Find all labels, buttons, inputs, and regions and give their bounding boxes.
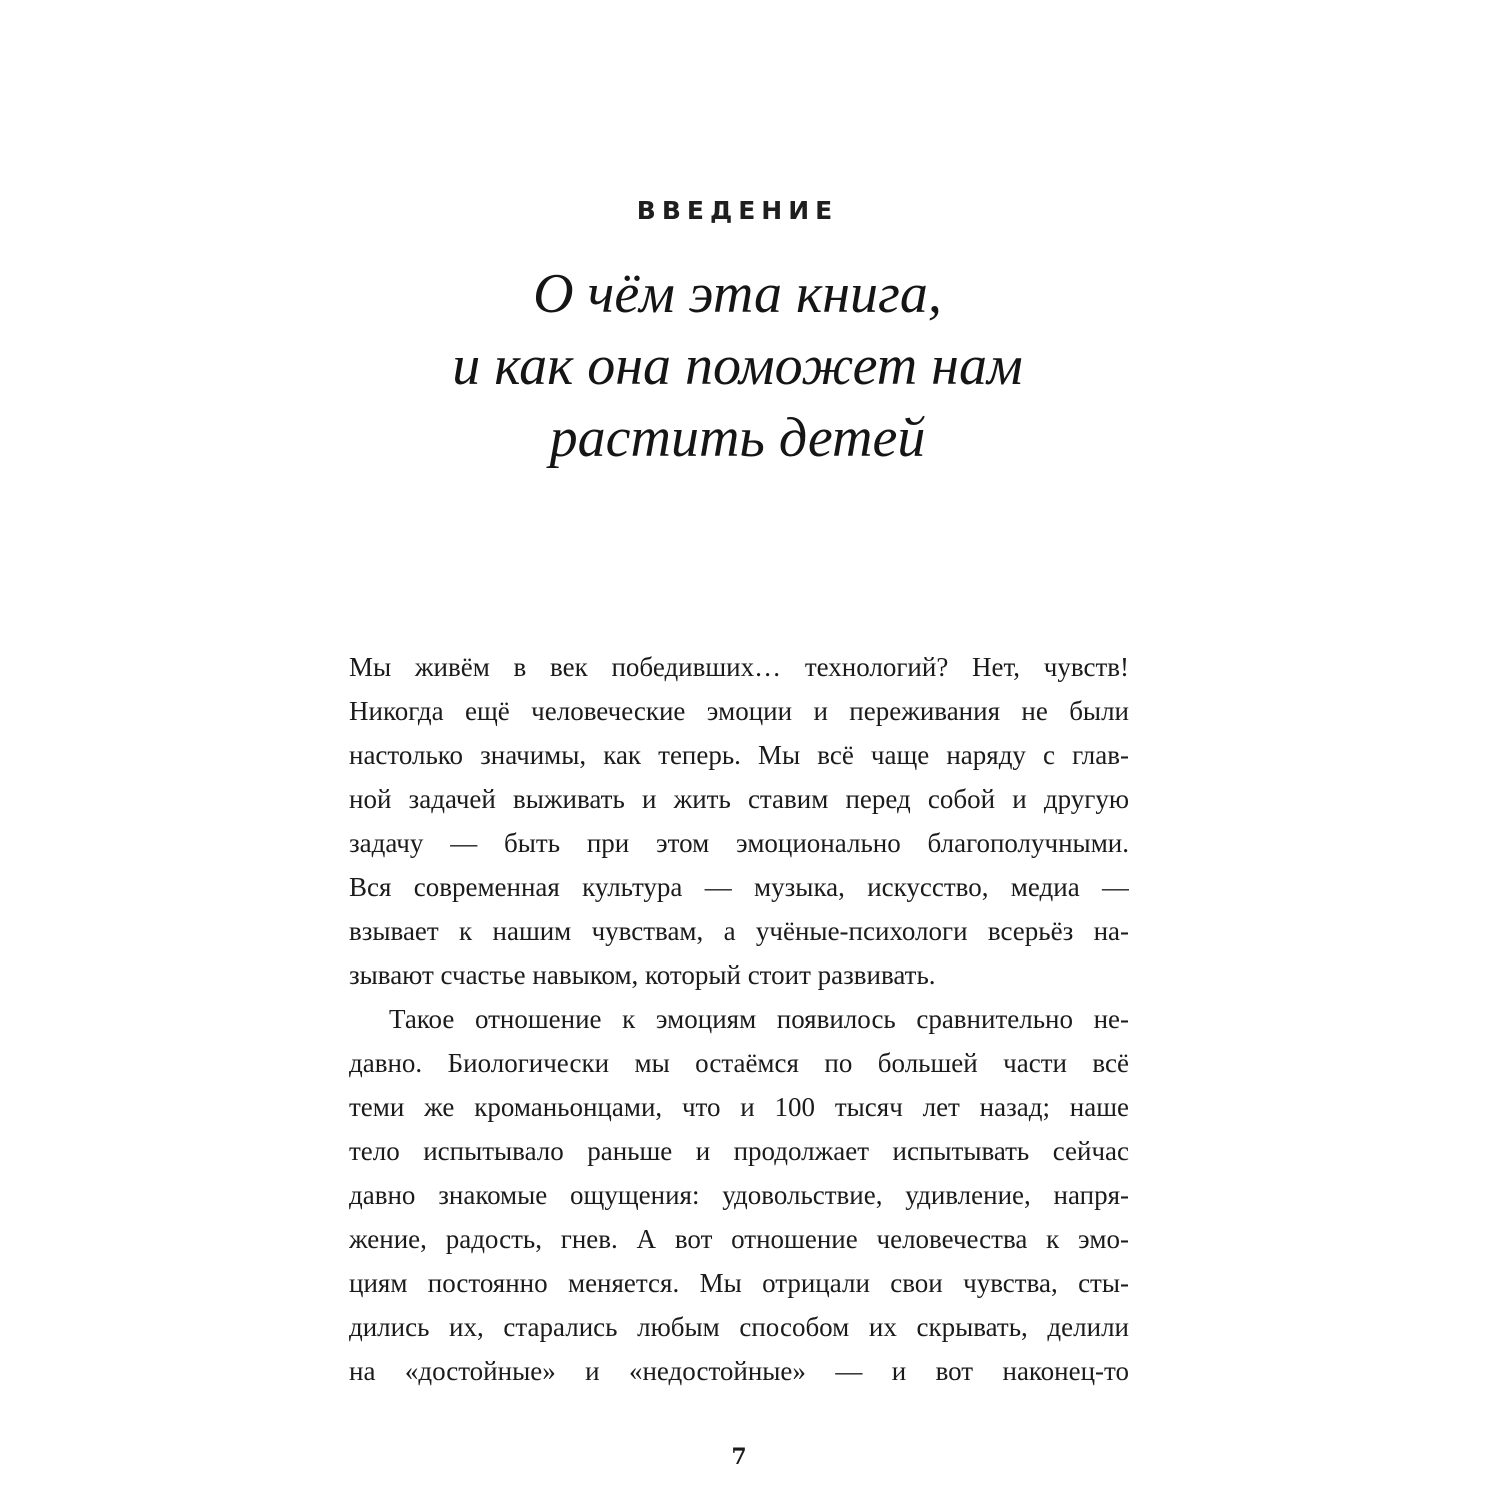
text-line: жение, радость, гнев. А вот отношение человечества к эмо-: [349, 1224, 1129, 1254]
text-line: теми же кроманьонцами, что и 100 тысяч лет назад; наше: [349, 1092, 1129, 1122]
text-line: давно знакомые ощущения: удовольствие, удивление, напря-: [349, 1180, 1129, 1210]
text-line: давно. Биологически мы остаёмся по большей части всё: [349, 1048, 1129, 1078]
text-line: Мы живём в век победивших… технологий? Нет, чувств!: [349, 652, 1129, 682]
text-line: взывает к нашим чувствам, а учёные-психологи всерьёз на-: [349, 916, 1129, 946]
text-line: Никогда ещё человеческие эмоции и переживания не были: [349, 696, 1129, 726]
body-text: [349, 645, 1129, 1393]
text-line: циям постоянно меняется. Мы отрицали свои чувства, сты-: [349, 1268, 1129, 1298]
text-line: тело испытывало раньше и продолжает испытывать сейчас: [349, 1136, 1129, 1166]
text-line: на «достойные» и «недостойные» — и вот наконец-то: [349, 1356, 1129, 1386]
text-line: Такое отношение к эмоциям появилось сравнительно не-: [389, 1004, 1129, 1034]
text-line: Вся современная культура — музыка, искусство, медиа —: [349, 872, 1129, 902]
paragraph-1: [349, 645, 1129, 997]
chapter-title-line: О чём эта книга,: [533, 263, 942, 325]
chapter-title-line: и как она поможет нам: [452, 335, 1023, 397]
page-number: 7: [731, 1444, 747, 1470]
text-line: дились их, старались любым способом их скрывать, делили: [349, 1312, 1129, 1342]
text-line: ной задачей выживать и жить ставим перед собой и другую: [349, 784, 1129, 814]
chapter-title-line: растить детей: [549, 407, 926, 469]
text-line: задачу — быть при этом эмоционально благополучными.: [349, 828, 1129, 858]
paragraph-2: [349, 997, 1129, 1393]
text-line: зывают счастье навыком, который стоит развивать.: [349, 960, 936, 990]
text-line: настолько значимы, как теперь. Мы всё чаще наряду с глав-: [349, 740, 1129, 770]
chapter-title: [0, 258, 1475, 474]
section-label: ВВЕДЕНИЕ: [636, 196, 839, 225]
